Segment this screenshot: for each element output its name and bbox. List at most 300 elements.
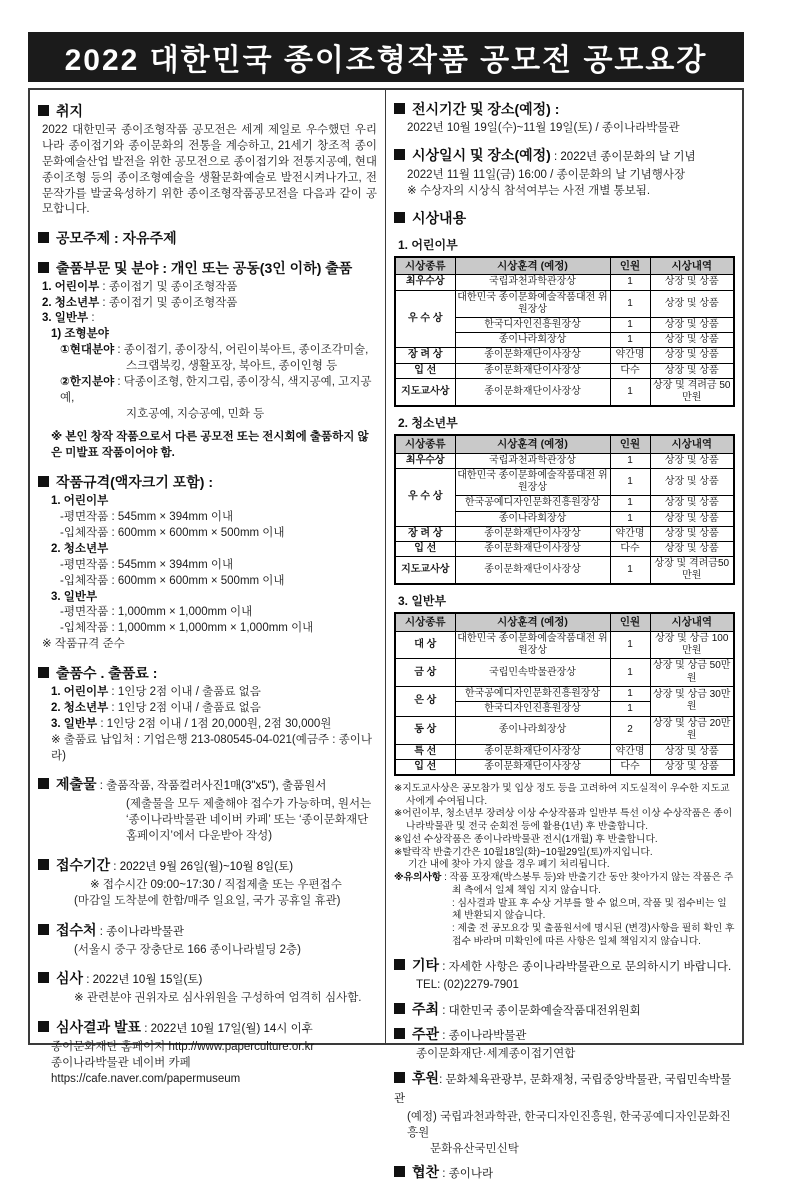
table-header-row [395, 435, 734, 453]
column-header: 시상종류 [395, 257, 455, 275]
text-line [38, 605, 377, 621]
text-line [38, 296, 377, 312]
award-count: 1 [610, 557, 650, 585]
column-header: 인원 [610, 613, 650, 631]
award-table [394, 434, 735, 585]
text-line [394, 168, 735, 184]
bullet-square-icon [394, 1003, 405, 1014]
text-content: ※ 수상자의 시상식 참석여부는 사전 개별 통보됨. [407, 184, 651, 197]
award-table-subtitle: 3. 일반부 [398, 594, 447, 609]
award-count: 2 [610, 717, 650, 744]
award-type: 지도교사상 [395, 557, 455, 585]
text-line [38, 894, 377, 910]
section-title-detail: : 종이나라박물관 [439, 1030, 527, 1043]
document-title-banner [28, 32, 744, 82]
award-table-block-3 [394, 592, 735, 775]
award-detail: 상장 및 상품 [650, 363, 734, 378]
award-type: 대 상 [395, 632, 455, 659]
award-count: 1 [610, 378, 650, 406]
award-count: 1 [610, 632, 650, 659]
bullet-square-icon [394, 149, 405, 160]
bullet-square-icon [394, 1072, 405, 1083]
section-heading [38, 229, 377, 247]
text-content: 2022년 11월 11일(금) 16:00 / 종이문화의 날 기념행사장 [407, 168, 686, 181]
text-line [394, 847, 735, 860]
award-detail: 상장 및 상품 [650, 526, 734, 541]
section-heading [394, 1163, 735, 1182]
text-content: 종이문화재단 홈페이지 http://www.paperculture.or.kr [51, 1041, 315, 1054]
section-purpose [38, 102, 377, 218]
award-tables-container [394, 236, 735, 776]
section-title: 협찬 [412, 1164, 440, 1181]
award-count: 1 [610, 290, 650, 317]
text-content: ※지도교사상은 공모참가 및 입상 정도 등을 고려하여 지도실적이 우수한 지도교사에게 수여됩니다. [394, 782, 730, 807]
text-line [394, 1142, 735, 1158]
section-title: 작품규격(액자크기 포함) : [56, 474, 214, 491]
award-count: 1 [610, 511, 650, 526]
table-row [395, 744, 734, 759]
text-content: (예정) 국립과천과학관, 한국디자인진흥원, 한국공예디자인문화진흥원 [407, 1110, 731, 1139]
award-type: 입 선 [395, 363, 455, 378]
section-organizer [394, 1025, 735, 1063]
document-title: 2022 대한민국 종이조형작품 공모전 공모요강 [64, 44, 708, 77]
text-line [38, 311, 377, 327]
table-row [395, 526, 734, 541]
section-categories [38, 259, 377, 463]
section-title: 제출물 [56, 776, 97, 793]
text-content: 2022 대한민국 종이조형작품 공모전은 세계 제일로 우수했던 우리나라 종이접기와 종이문화의 전통을 계승하고, 21세기 창조적 종이문화예술산업 발전을 위한 공모전으로 종이접기와 전통지공예, 현대종이조형 등의 종이조형예술을 생활문화예술로 발전시켜나가고, 전문작가를 발굴육성하기 위한 종이조형작품공모전을 다음과 같이 공모합니다. [42, 124, 377, 216]
text-line [38, 991, 377, 1007]
section-results-announcement [38, 1018, 377, 1088]
text-line [394, 872, 735, 897]
award-honor: 대한민국 종이문화예술작품대전 위원장상 [455, 468, 610, 495]
award-honor: 종이문화재단이사장상 [455, 759, 610, 775]
section-title: 기타 [412, 957, 440, 974]
section-title-detail: : 자세한 사항은 종이나라박물관으로 문의하시기 바랍니다. [439, 961, 732, 974]
award-honor: 종이나라회장상 [455, 333, 610, 348]
award-detail: 상장 및 상품 [650, 468, 734, 495]
column-header: 인원 [610, 435, 650, 453]
text-content: 스크랩북킹, 생활포장, 북아트, 종이인형 등 [126, 360, 338, 373]
text-line [394, 1047, 735, 1063]
text-content: 문화유산국민신탁 [430, 1142, 519, 1155]
text-label: 2. 청소년부 [42, 296, 100, 309]
award-type: 동 상 [395, 717, 455, 744]
section-title: 출품부문 및 분야 : 개인 또는 공동(3인 이하) 출품 [56, 259, 353, 276]
award-type: 최우수상 [395, 453, 455, 468]
award-honor: 대한민국 종이문화예술작품대전 위원장상 [455, 632, 610, 659]
text-content: -평면작품 : 1,000mm × 1,000mm 이내 [60, 606, 253, 619]
section-title-detail: : 출품작품, 작품컬러사진1매(3"x5"), 출품원서 [96, 780, 327, 793]
text-label: 1. 어린이부 [42, 280, 100, 293]
award-type: 특 선 [395, 744, 455, 759]
text-line [394, 184, 735, 200]
section-title: 주최 [412, 1001, 440, 1018]
section-title: 심사결과 발표 [56, 1019, 142, 1036]
section-heading [394, 956, 735, 975]
text-line [394, 923, 735, 948]
table-row [395, 275, 734, 290]
award-count: 다수 [610, 363, 650, 378]
section-heading [394, 209, 735, 227]
column-header: 시상내역 [650, 435, 734, 453]
award-table-block-2 [394, 414, 735, 585]
bullet-square-icon [394, 212, 405, 223]
bullet-square-icon [38, 924, 49, 935]
award-count: 1 [610, 318, 650, 333]
text-line [38, 943, 377, 959]
text-line [38, 280, 377, 296]
right-top-sections [394, 100, 735, 227]
award-honor: 종이나라회장상 [455, 717, 610, 744]
section-heading [38, 473, 377, 491]
bullet-square-icon [394, 1166, 405, 1177]
award-detail: 상장 및 상품 [650, 275, 734, 290]
section-etc [394, 956, 735, 994]
section-heading [394, 100, 735, 118]
award-table-block-1 [394, 236, 735, 407]
award-type: 우 수 상 [395, 468, 455, 526]
text-line [394, 783, 735, 808]
text-line [38, 494, 377, 510]
column-header: 시상훈격 (예정) [455, 613, 610, 631]
award-type: 지도교사상 [395, 378, 455, 406]
text-label: 1. 어린이부 [51, 495, 109, 508]
text-line [38, 327, 377, 343]
award-detail: 상장 및 상품 [650, 541, 734, 556]
text-content: -평면작품 : 545mm × 394mm 이내 [60, 558, 234, 571]
section-heading [38, 775, 377, 794]
text-label: 3. 일반부 [42, 312, 89, 325]
table-header-row [395, 613, 734, 631]
text-line [394, 978, 735, 994]
text-line [38, 637, 377, 653]
text-content: -입체작품 : 1,000mm × 1,000mm × 1,000mm 이내 [60, 622, 314, 635]
text-line [38, 430, 377, 462]
section-heading [38, 1018, 377, 1037]
award-table-subtitle: 1. 어린이부 [398, 237, 458, 252]
table-header-row [395, 257, 734, 275]
text-content: -입체작품 : 600mm × 600mm × 500mm 이내 [60, 574, 285, 587]
text-content: ※어린이부, 청소년부 장려상 이상 수상작품과 일반부 특선 이상 수상작품은 종이나라박물관 및 전국 순회전 등에 활용(1년) 후 반출합니다. [394, 808, 733, 833]
section-title-detail: : 2022년 9월 26일(월)~10월 8일(토) [110, 860, 294, 873]
text-content: ※입선 수상작품은 종이나라박물관 전시(1개월) 후 반출합니다. [394, 833, 658, 845]
text-line [38, 526, 377, 542]
section-heading [394, 146, 735, 165]
award-honor: 종이문화재단이사장상 [455, 348, 610, 363]
award-detail: 상장 및 상금 100만원 [650, 632, 734, 659]
award-detail: 상장 및 상품 [650, 511, 734, 526]
section-award-ceremony [394, 146, 735, 200]
section-heading [38, 259, 377, 277]
right-column [386, 90, 742, 1181]
award-detail: 상장 및 상품 [650, 318, 734, 333]
text-content: 2022년 10월 19일(수)~11월 19일(토) / 종이나라박물관 [407, 122, 680, 135]
section-heading [394, 1000, 735, 1019]
section-title: 접수기간 [56, 856, 111, 873]
table-row [395, 659, 734, 686]
text-line [394, 808, 735, 833]
text-content: (서울시 중구 장충단로 166 종이나라빌딩 2층) [74, 943, 301, 956]
award-detail: 상장 및 상금 20만원 [650, 717, 734, 744]
award-honor: 한국디자인진흥원장상 [455, 701, 610, 716]
section-submission-venue [38, 921, 377, 959]
award-count: 약간명 [610, 526, 650, 541]
award-count: 다수 [610, 759, 650, 775]
text-line [38, 621, 377, 637]
table-row [395, 686, 734, 701]
award-count: 1 [610, 701, 650, 716]
section-title: 접수처 [56, 921, 97, 938]
award-honor: 종이문화재단이사장상 [455, 526, 610, 541]
section-title: 시상일시 및 장소(예정) [412, 147, 551, 164]
section-heading [38, 856, 377, 875]
text-line [38, 574, 377, 590]
section-title-detail: : 2022년 10월 17일(월) 14시 이후 [141, 1023, 313, 1036]
table-row [395, 468, 734, 495]
text-line [38, 359, 377, 375]
bullet-square-icon [394, 103, 405, 114]
text-content: : 심사결과 발표 후 수상 거부를 할 수 없으며, 작품 및 접수비는 일체 반환되지 않습니다. [452, 897, 727, 922]
text-line [394, 898, 735, 923]
section-heading [38, 969, 377, 988]
text-label: ①현대분야 [60, 344, 115, 357]
text-line [38, 510, 377, 526]
text-content: -입체작품 : 600mm × 600mm × 500mm 이내 [60, 527, 285, 540]
section-heading [38, 102, 377, 120]
section-support [394, 1069, 735, 1157]
section-title: 주관 [412, 1026, 440, 1043]
section-artwork-size [38, 473, 377, 653]
column-header: 시상종류 [395, 613, 455, 631]
award-count: 다수 [610, 541, 650, 556]
column-header: 시상내역 [650, 613, 734, 631]
award-notes [394, 783, 735, 949]
text-line [38, 685, 377, 701]
section-host [394, 1000, 735, 1019]
bullet-square-icon [38, 105, 49, 116]
column-header: 시상종류 [395, 435, 455, 453]
left-column [30, 90, 386, 1085]
text-line [38, 1056, 377, 1088]
text-label: ※유의사항 [394, 872, 442, 884]
award-type: 입 선 [395, 541, 455, 556]
section-sponsor [394, 1163, 735, 1182]
section-theme [38, 229, 377, 247]
award-table [394, 256, 735, 407]
section-title-detail: : 종이나라박물관 [96, 925, 184, 938]
column-header: 시상훈격 (예정) [455, 257, 610, 275]
award-count: 약간명 [610, 744, 650, 759]
award-detail: 상장 및 상품 [650, 496, 734, 511]
section-judging [38, 969, 377, 1007]
text-line [38, 542, 377, 558]
award-type: 장 려 상 [395, 526, 455, 541]
bullet-square-icon [394, 959, 405, 970]
text-content: TEL: (02)2279-7901 [416, 979, 519, 992]
award-type: 입 선 [395, 759, 455, 775]
award-count: 1 [610, 453, 650, 468]
section-title: 전시기간 및 장소(예정) : [412, 101, 560, 117]
text-line [394, 1110, 735, 1142]
award-honor: 종이문화재단이사장상 [455, 744, 610, 759]
award-honor: 국립과천과학관장상 [455, 453, 610, 468]
section-submission-period [38, 856, 377, 910]
text-line [38, 717, 377, 733]
text-content: : [88, 312, 95, 325]
section-heading [394, 1069, 735, 1107]
text-content: : 닥종이조형, 한지그림, 종이장식, 색지공예, 고지공예, [60, 375, 372, 404]
text-content: : 제출 전 공모요강 및 출품원서에 명시된 (변경)사항을 필히 확인 후 접수 바라며 미확인에 따른 사항은 일체 책임지지 않습니다. [452, 923, 735, 947]
award-honor: 종이문화재단이사장상 [455, 378, 610, 406]
award-detail: 상장 및 상품 [650, 453, 734, 468]
text-line [394, 834, 735, 847]
award-honor: 종이문화재단이사장상 [455, 557, 610, 585]
award-detail: 상장 및 상품 [650, 348, 734, 363]
section-heading [38, 664, 377, 682]
section-exhibition [394, 100, 735, 137]
text-line [38, 797, 377, 845]
text-content: (제출물을 모두 제출해야 접수가 가능하며, 원서는 ‘종이나라박물관 네이버 카페’ 또는 ‘종이문화재단 홈페이지’에서 다운받아 작성) [126, 798, 372, 843]
award-type: 금 상 [395, 659, 455, 686]
award-table [394, 612, 735, 775]
text-content: ※ 출품료 납입처 : 기업은행 213-080545-04-021(예금주 : 종이나라) [51, 733, 372, 762]
text-content: ※ 접수시간 09:00~17:30 / 직접제출 또는 우편접수 [90, 878, 342, 891]
text-line [38, 343, 377, 359]
text-line [38, 123, 377, 218]
section-entry-count-fees [38, 664, 377, 764]
text-content: ※ 관련분야 권위자로 심사위원을 구성하여 엄격히 심사함. [74, 992, 362, 1005]
right-bottom-sections [394, 956, 735, 1182]
bullet-square-icon [38, 476, 49, 487]
text-content: : 종이접기 및 종이조형작품 [99, 296, 238, 309]
text-content: 지호공예, 지승공예, 민화 등 [126, 407, 265, 420]
award-honor: 국립민속박물관장상 [455, 659, 610, 686]
award-honor: 대한민국 종이문화예술작품대전 위원장상 [455, 290, 610, 317]
award-count: 1 [610, 275, 650, 290]
text-line [38, 375, 377, 407]
award-type: 최우수상 [395, 275, 455, 290]
award-detail: 상장 및 상품 [650, 759, 734, 775]
content-box [28, 88, 744, 1181]
section-title-detail: : 2022년 10월 15일(토) [83, 974, 203, 987]
table-row [395, 378, 734, 406]
text-content: : 1인당 2점 이내 / 출품료 없음 [108, 686, 261, 699]
text-label: 2. 청소년부 [51, 542, 109, 555]
table-row [395, 541, 734, 556]
award-detail: 상장 및 격려금50만원 [650, 557, 734, 585]
table-row [395, 759, 734, 775]
text-content: 기간 내에 찾아 가지 않을 경우 폐기 처리됩니다. [408, 859, 610, 871]
table-row [395, 348, 734, 363]
bullet-square-icon [38, 667, 49, 678]
section-title: 시상내용 [412, 209, 467, 226]
table-row [395, 557, 734, 585]
section-submission-items [38, 775, 377, 845]
text-label: 3. 일반부 [51, 717, 98, 730]
text-content: : 종이접기, 종이장식, 어린이북아트, 종이조각미술, [114, 344, 369, 357]
text-content: 종이문화재단·세계종이접기연합 [416, 1048, 576, 1061]
text-label: 2. 청소년부 [51, 702, 109, 714]
award-detail: 상장 및 상금 50만원 [650, 659, 734, 686]
section-title-detail: : 2022년 종이문화의 날 기념 [550, 151, 696, 164]
award-count: 약간명 [610, 348, 650, 363]
bullet-square-icon [38, 232, 49, 243]
award-honor: 종이문화재단이사장상 [455, 363, 610, 378]
text-content: : 작품 포장재(박스봉투 등)와 반출기간 동안 찾아가지 않는 작품은 주최 측에서 일체 책임 지지 않습니다. [441, 872, 734, 896]
award-count: 1 [610, 333, 650, 348]
text-content: ※탈락작 반출기간은 10월18일(화)~10월29일(토)까지입니다. [394, 846, 653, 858]
section-awards-heading [394, 209, 735, 227]
award-detail: 상장 및 격려금 50만원 [650, 378, 734, 406]
award-honor: 한국디자인진흥원장상 [455, 318, 610, 333]
award-detail: 상장 및 상품 [650, 333, 734, 348]
text-line [38, 407, 377, 423]
text-content: : 1인당 2점 이내 / 1점 20,000원, 2점 30,000원 [97, 717, 332, 730]
award-count: 1 [610, 659, 650, 686]
award-table-subtitle: 2. 청소년부 [398, 416, 458, 431]
text-line [38, 701, 377, 717]
award-count: 1 [610, 468, 650, 495]
award-honor: 한국공예디자인문화진흥원장상 [455, 496, 610, 511]
bullet-square-icon [38, 972, 49, 983]
bullet-square-icon [38, 262, 49, 273]
text-line [38, 733, 377, 765]
text-line [38, 878, 377, 894]
column-header: 시상훈격 (예정) [455, 435, 610, 453]
text-line [394, 859, 735, 872]
text-label: 1) 조형분야 [51, 328, 109, 341]
table-row [395, 363, 734, 378]
text-content: (마감일 도착분에 한함/매주 일요일, 국가 공휴일 휴관) [74, 894, 341, 907]
text-label: ※ 본인 창작 작품으로서 다른 공모전 또는 전시회에 출품하지 않은 미발표 작품이어야 함. [51, 431, 369, 460]
text-line [38, 558, 377, 574]
section-title-detail: : 문화체육관광부, 문화재청, 국립중앙박물관, 국립민속박물관 [394, 1074, 732, 1105]
text-line [38, 590, 377, 606]
column-header: 인원 [610, 257, 650, 275]
table-row [395, 453, 734, 468]
text-line [38, 1040, 377, 1056]
award-honor: 종이나라회장상 [455, 511, 610, 526]
award-count: 1 [610, 686, 650, 701]
column-header: 시상내역 [650, 257, 734, 275]
section-heading [394, 1025, 735, 1044]
section-title: 심사 [56, 970, 84, 987]
bullet-square-icon [394, 1028, 405, 1039]
award-detail: 상장 및 상품 [650, 290, 734, 317]
bullet-square-icon [38, 778, 49, 789]
section-title: 출품수 . 출품료 : [56, 664, 158, 681]
award-type: 장 려 상 [395, 348, 455, 363]
bullet-square-icon [38, 859, 49, 870]
section-title: 후원 [412, 1070, 440, 1086]
award-detail: 상장 및 상품 [650, 744, 734, 759]
section-title: 취지 [56, 103, 84, 119]
text-label: 1. 어린이부 [51, 686, 109, 699]
award-type: 우 수 상 [395, 290, 455, 348]
section-title: 공모주제 : 자유주제 [56, 230, 177, 247]
award-honor: 국립과천과학관장상 [455, 275, 610, 290]
text-content: -평면작품 : 545mm × 394mm 이내 [60, 511, 234, 524]
award-type: 은 상 [395, 686, 455, 716]
award-honor: 종이문화재단이사장상 [455, 541, 610, 556]
section-title-detail: : 종이나라 [439, 1168, 494, 1181]
table-row [395, 632, 734, 659]
section-heading [38, 921, 377, 940]
award-detail: 상장 및 상금 30만원 [650, 686, 734, 716]
text-content: 종이나라박물관 네이버 카페 https://cafe.naver.com/papermuseum [51, 1057, 241, 1085]
award-honor: 한국공예디자인문화진흥원장상 [455, 686, 610, 701]
